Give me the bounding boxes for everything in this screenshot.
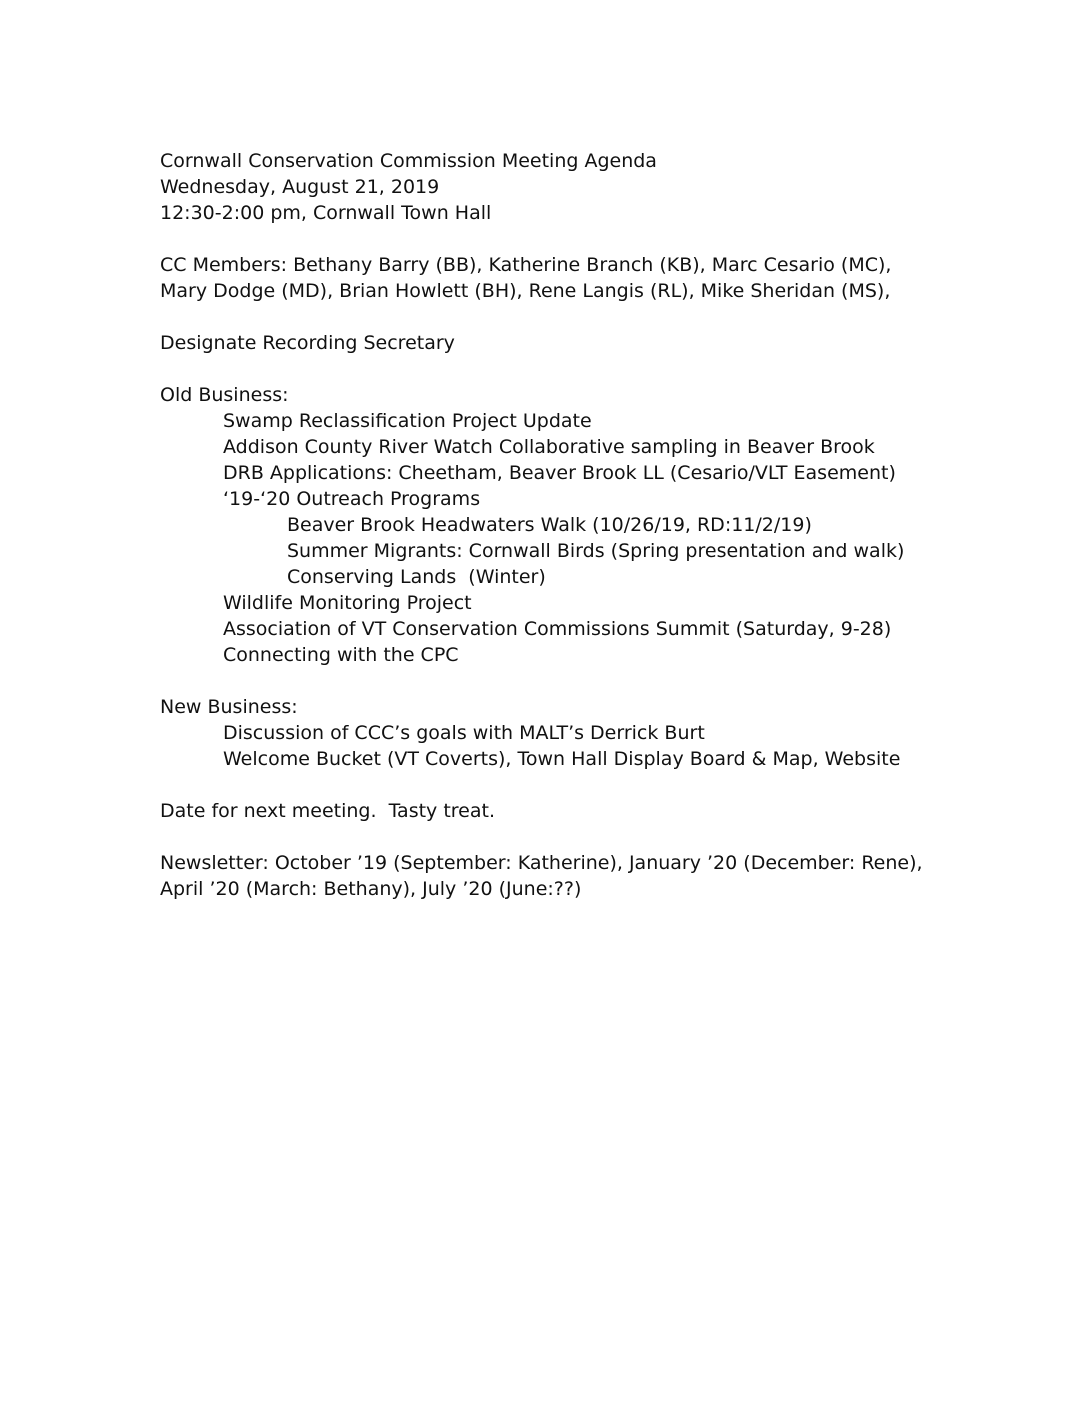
- newsletter-line-1: Newsletter: October ’19 (September: Katherine), January ’20 (December: Rene),: [160, 852, 923, 874]
- old-business-item: Wildlife Monitoring Project: [223, 592, 472, 614]
- old-business-item: Association of VT Conservation Commissions Summit (Saturday, 9-28): [223, 618, 892, 640]
- members-line-1: CC Members: Bethany Barry (BB), Katherine Branch (KB), Marc Cesario (MC),: [160, 254, 892, 276]
- outreach-subitem: Conserving Lands (Winter): [287, 566, 546, 588]
- outreach-subitem: Beaver Brook Headwaters Walk (10/26/19, RD:11/2/19): [287, 514, 812, 536]
- meeting-date: Wednesday, August 21, 2019: [160, 176, 440, 198]
- old-business-heading: Old Business:: [160, 384, 289, 406]
- agenda-title: Cornwall Conservation Commission Meeting Agenda: [160, 150, 657, 172]
- spacer: [160, 772, 1040, 798]
- agenda-body: [160, 148, 1040, 902]
- new-business-item: Welcome Bucket (VT Coverts), Town Hall Display Board & Map, Website: [223, 748, 901, 770]
- spacer: [160, 668, 1040, 694]
- members-line-2: Mary Dodge (MD), Brian Howlett (BH), Rene Langis (RL), Mike Sheridan (MS),: [160, 280, 891, 302]
- outreach-subitem: Summer Migrants: Cornwall Birds (Spring presentation and walk): [287, 540, 905, 562]
- old-business-item: Connecting with the CPC: [223, 644, 459, 666]
- old-business-item: ‘19-‘20 Outreach Programs: [223, 488, 481, 510]
- recording-secretary: Designate Recording Secretary: [160, 332, 455, 354]
- old-business-item: DRB Applications: Cheetham, Beaver Brook LL (Cesario/VLT Easement): [223, 462, 896, 484]
- meeting-time-place: 12:30-2:00 pm, Cornwall Town Hall: [160, 202, 492, 224]
- new-business-item: Discussion of CCC’s goals with MALT’s Derrick Burt: [223, 722, 705, 744]
- old-business-item: Swamp Reclassification Project Update: [223, 410, 592, 432]
- newsletter-line-2: April ’20 (March: Bethany), July ’20 (June:??): [160, 878, 582, 900]
- spacer: [160, 304, 1040, 330]
- spacer: [160, 226, 1040, 252]
- old-business-item: Addison County River Watch Collaborative sampling in Beaver Brook: [223, 436, 875, 458]
- next-meeting-note: Date for next meeting. Tasty treat.: [160, 800, 495, 822]
- new-business-heading: New Business:: [160, 696, 298, 718]
- spacer: [160, 356, 1040, 382]
- spacer: [160, 824, 1040, 850]
